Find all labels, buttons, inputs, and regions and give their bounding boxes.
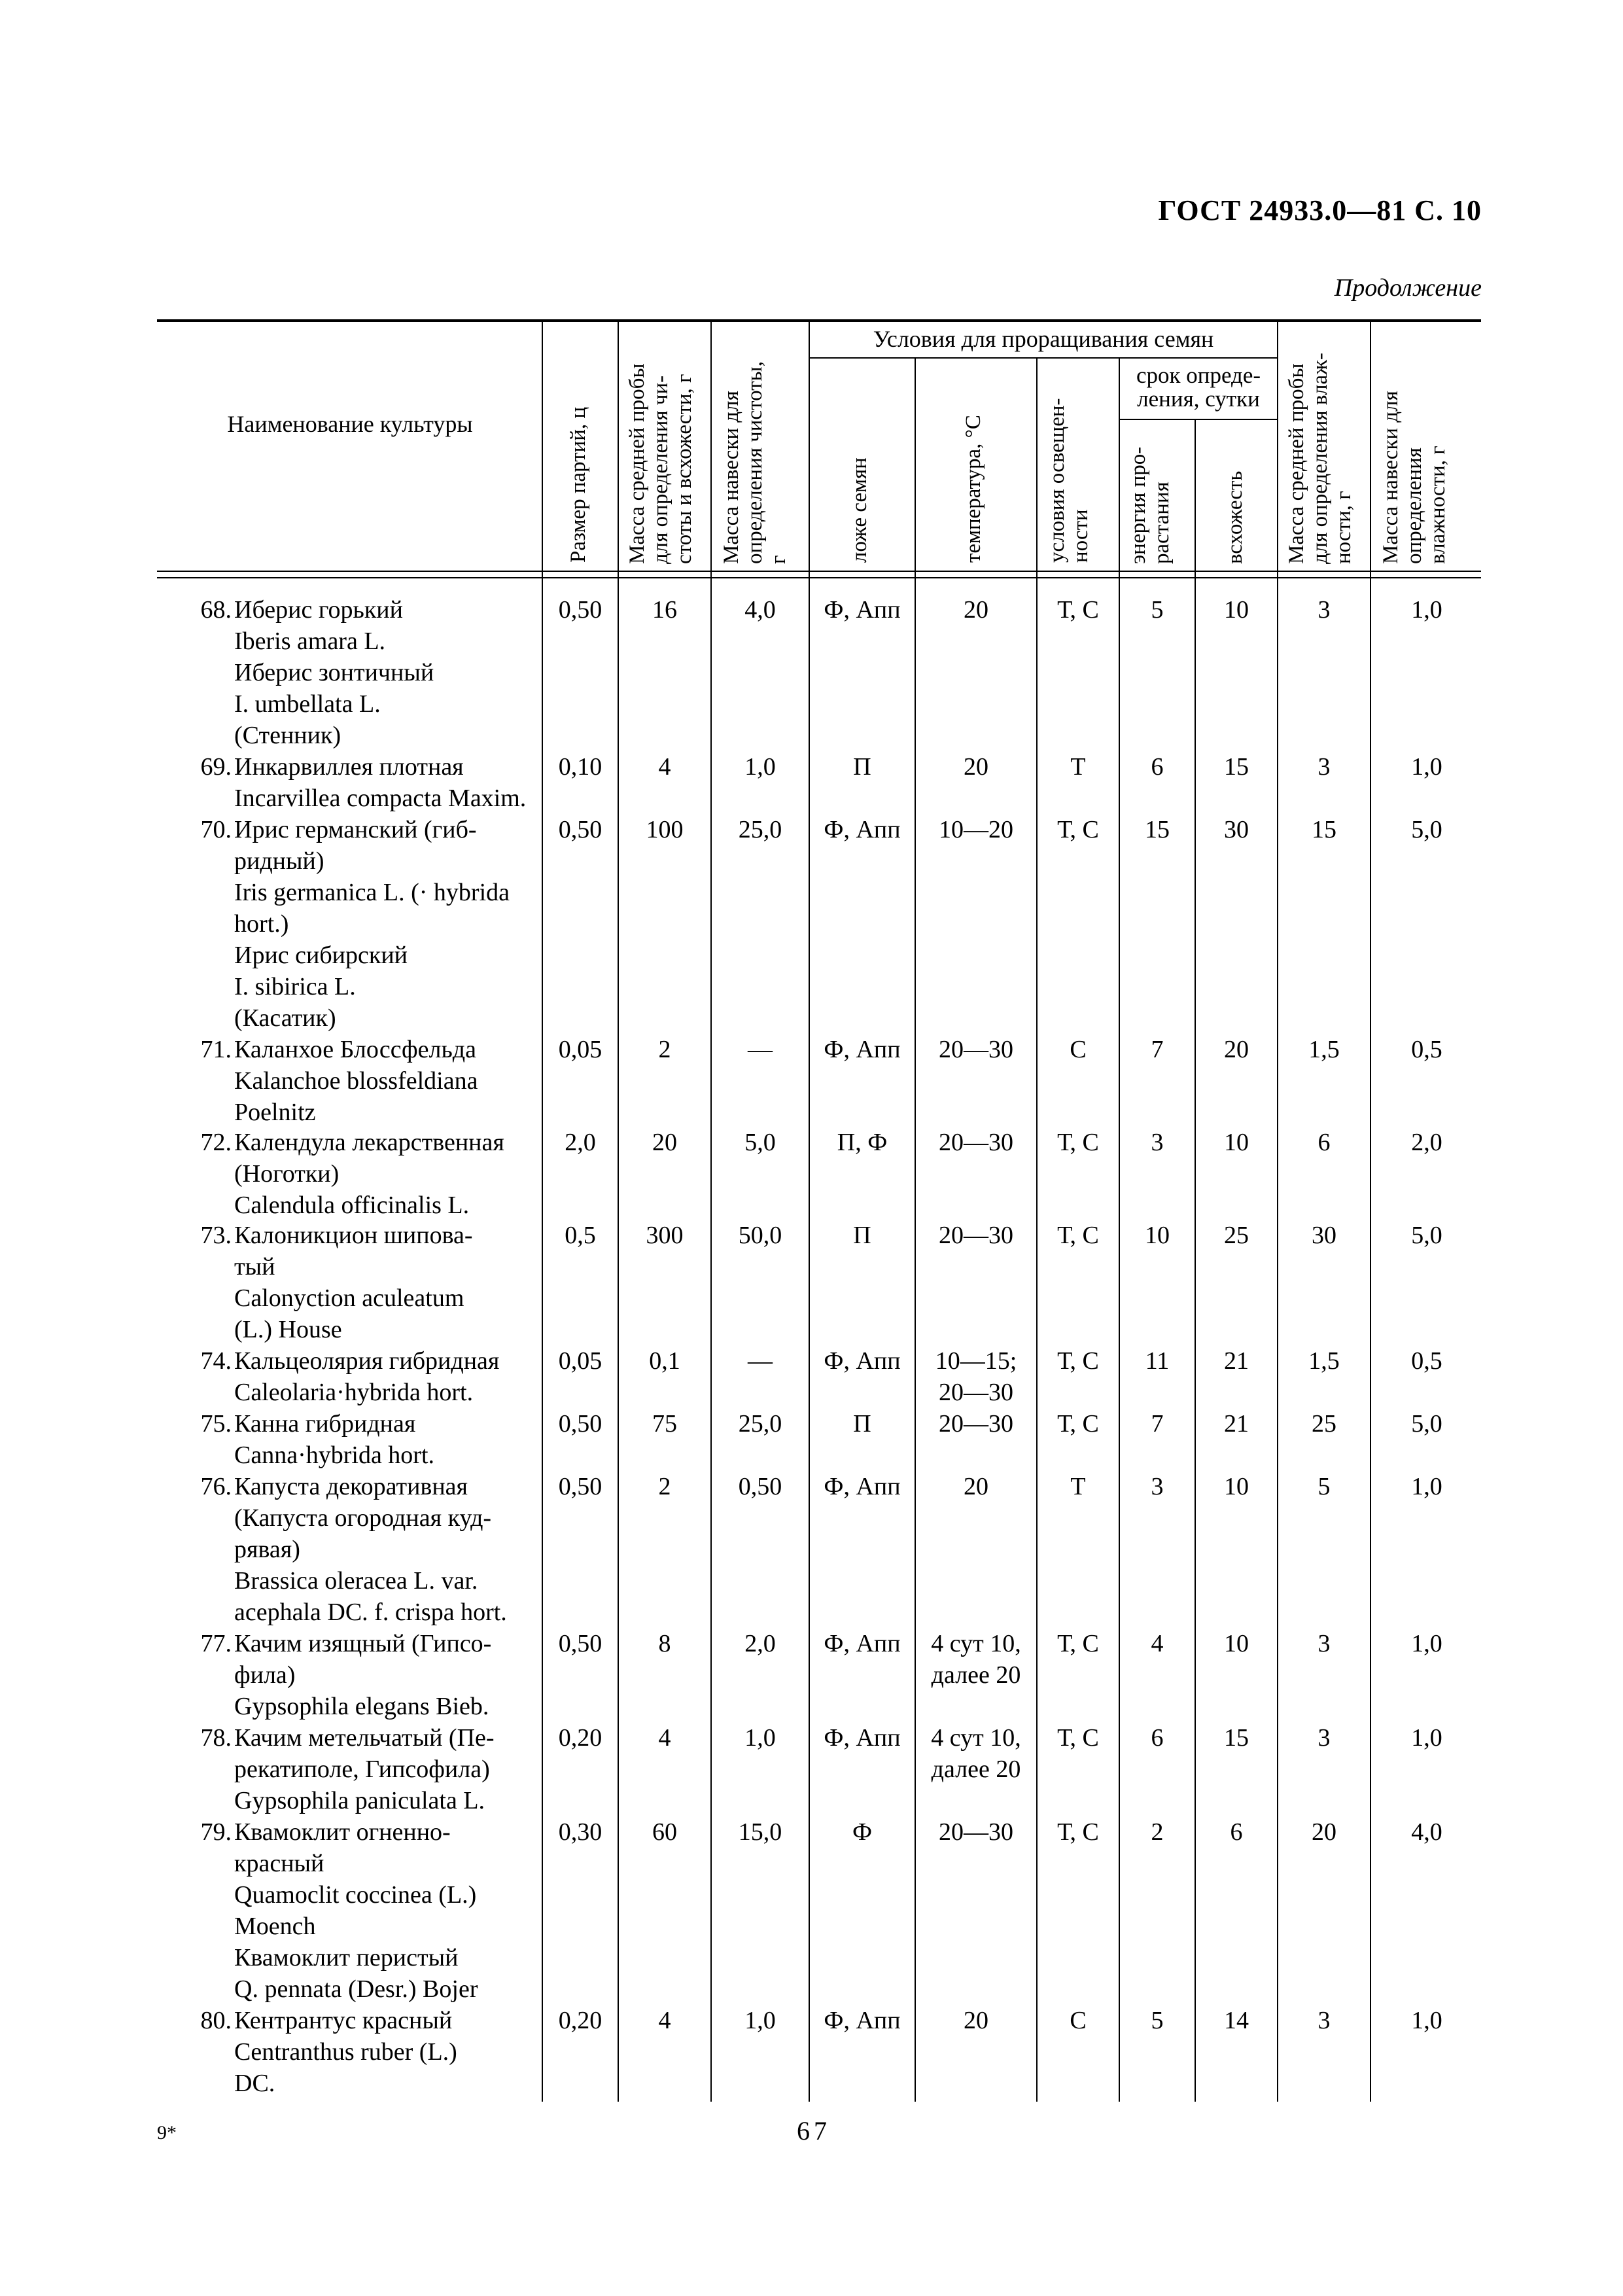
cell-mass-avg: 0,1	[649, 1347, 680, 1375]
footer-signature-mark: 9*	[157, 2122, 177, 2144]
cell-bed: Ф, Апп	[824, 1630, 901, 1657]
cell-temp: 20—30	[939, 1129, 1013, 1156]
row-number: 77.	[200, 1630, 232, 1657]
cell-mass-avg: 75	[652, 1410, 677, 1438]
cell-mass-avg: 100	[646, 816, 684, 843]
cell-energy: 7	[1151, 1036, 1164, 1063]
cell-mass-moist: 2,0	[1411, 1129, 1442, 1156]
cell-mass-purity: 50,0	[738, 1222, 782, 1249]
cell-germination: 6	[1230, 1818, 1243, 1846]
cell-germination: 20	[1224, 1036, 1249, 1063]
cell-bed: Ф, Апп	[824, 2007, 901, 2034]
cell-batch: 0,05	[558, 1036, 602, 1063]
crop-name: Калоникцион шипова- тый Calonyction aculeatum (L.) House	[234, 1222, 473, 1343]
cell-energy: 4	[1151, 1630, 1164, 1657]
crop-name: Календула лекарственная (Ноготки) Calendula officinalis L.	[234, 1129, 504, 1219]
cell-bed: П	[853, 1410, 871, 1438]
cell-bed: Ф, Апп	[824, 596, 901, 624]
cell-temp: 10—15; 20—30	[935, 1347, 1017, 1406]
cell-batch: 0,20	[558, 1724, 602, 1752]
crop-name: Квамоклит огненно- красный Quamoclit coccinea (L.) Moench Квамоклит перистый Q. pennata (Desr.) Bojer	[234, 1818, 478, 2003]
cell-batch: 0,10	[558, 753, 602, 781]
cell-energy: 6	[1151, 753, 1164, 781]
header-mass-purity: Масса навески для определения чистоты, г	[720, 361, 790, 564]
cell-light: С	[1070, 1036, 1087, 1063]
cell-energy: 11	[1145, 1347, 1170, 1375]
row-number: 68.	[200, 596, 232, 624]
cell-mass-moist-avg: 20	[1312, 1818, 1336, 1846]
cell-germination: 10	[1224, 596, 1249, 624]
header-period: срок опреде-ления, сутки	[1136, 362, 1261, 412]
cell-light: Т, С	[1057, 1630, 1099, 1657]
header-light: условия освещен-ности	[1045, 398, 1092, 563]
cell-mass-purity: 0,50	[738, 1473, 782, 1500]
row-number: 76.	[200, 1473, 232, 1500]
col-divider-9	[1277, 321, 1278, 2102]
cell-mass-purity: 5,0	[744, 1129, 776, 1156]
header-energy: энергия про-растания	[1126, 446, 1174, 564]
row-number: 70.	[200, 816, 232, 843]
header-mass-avg: Масса средней пробы для определения чи-стоты и всхожести, г	[625, 363, 696, 564]
cell-bed: Ф, Апп	[824, 1724, 901, 1752]
col-divider-4	[809, 321, 810, 2102]
cell-energy: 6	[1151, 1724, 1164, 1752]
cell-energy: 5	[1151, 2007, 1164, 2034]
cell-light: Т	[1070, 753, 1086, 781]
germ-group-underline	[809, 357, 1277, 359]
cell-mass-purity: 1,0	[744, 2007, 776, 2034]
header-bed: ложе семян	[848, 457, 871, 563]
crop-name: Каланхое Блоссфельда Kalanchoe blossfeldiana Poelnitz	[234, 1036, 478, 1126]
cell-mass-avg: 2	[658, 1036, 671, 1063]
header-germination-conditions: Условия для проращивания семян	[873, 326, 1214, 352]
cell-temp: 20	[964, 596, 988, 624]
header-germination: всхожесть	[1223, 470, 1247, 564]
row-number: 69.	[200, 753, 232, 781]
cell-mass-moist: 1,0	[1411, 753, 1442, 781]
cell-mass-moist-avg: 3	[1318, 596, 1331, 624]
cell-energy: 15	[1145, 816, 1170, 843]
header-name: Наименование культуры	[227, 411, 473, 437]
cell-mass-moist: 1,0	[1411, 2007, 1442, 2034]
crop-name: Ирис германский (гиб- ридный) Iris germanica L. (· hybrida hort.) Ирис сибирский I. sibirica L. (Касатик)	[234, 816, 510, 1032]
cell-bed: Ф, Апп	[824, 1347, 901, 1375]
cell-germination: 30	[1224, 816, 1249, 843]
cell-mass-avg: 300	[646, 1222, 684, 1249]
cell-germination: 21	[1224, 1410, 1249, 1438]
cell-germination: 10	[1224, 1630, 1249, 1657]
period-group-underline	[1119, 419, 1277, 420]
cell-mass-avg: 2	[658, 1473, 671, 1500]
cell-mass-avg: 8	[658, 1630, 671, 1657]
cell-mass-purity: —	[748, 1036, 773, 1063]
row-number: 73.	[200, 1222, 232, 1249]
cell-germination: 21	[1224, 1347, 1249, 1375]
cell-energy: 7	[1151, 1410, 1164, 1438]
cell-germination: 10	[1224, 1473, 1249, 1500]
cell-mass-moist: 1,0	[1411, 596, 1442, 624]
cell-mass-purity: 15,0	[738, 1818, 782, 1846]
cell-mass-moist-avg: 15	[1312, 816, 1336, 843]
cell-temp: 10—20	[939, 816, 1013, 843]
cell-temp: 20	[964, 753, 988, 781]
row-number: 80.	[200, 2007, 232, 2034]
cell-germination: 14	[1224, 2007, 1249, 2034]
cell-bed: П, Ф	[837, 1129, 888, 1156]
cell-mass-purity: 25,0	[738, 1410, 782, 1438]
cell-mass-avg: 60	[652, 1818, 677, 1846]
crop-name: Иберис горький Iberis amara L. Иберис зонтичный I. umbellata L. (Стенник)	[234, 596, 434, 749]
col-divider-5	[915, 359, 916, 2102]
cell-mass-avg: 4	[658, 753, 671, 781]
cell-mass-moist: 1,0	[1411, 1724, 1442, 1752]
page-number: 67	[797, 2116, 831, 2146]
row-number: 75.	[200, 1410, 232, 1438]
cell-temp: 20—30	[939, 1036, 1013, 1063]
col-divider-6	[1036, 359, 1038, 2102]
cell-temp: 20—30	[939, 1222, 1013, 1249]
cell-light: Т, С	[1057, 1818, 1099, 1846]
cell-batch: 0,50	[558, 1630, 602, 1657]
cell-batch: 0,5	[565, 1222, 596, 1249]
cell-mass-moist-avg: 6	[1318, 1129, 1331, 1156]
cell-mass-moist-avg: 3	[1318, 1630, 1331, 1657]
cell-mass-moist-avg: 1,5	[1308, 1036, 1340, 1063]
cell-batch: 0,50	[558, 816, 602, 843]
crop-name: Кальцеолярия гибридная Caleolaria·hybrida hort.	[234, 1347, 500, 1406]
cell-light: Т	[1070, 1473, 1086, 1500]
cell-mass-moist-avg: 3	[1318, 753, 1331, 781]
cell-batch: 0,50	[558, 1473, 602, 1500]
cell-temp: 4 сут 10, далее 20	[931, 1724, 1021, 1783]
cell-mass-moist-avg: 30	[1312, 1222, 1336, 1249]
crop-name: Капуста декоративная (Капуста огородная куд- рявая) Brassica oleracea L. var. acephala DC. f. crispa hort.	[234, 1473, 507, 1626]
row-number: 78.	[200, 1724, 232, 1752]
cell-mass-moist-avg: 3	[1318, 1724, 1331, 1752]
header-bottom-rule-1	[157, 571, 1481, 572]
col-divider-1	[542, 321, 543, 2102]
cell-mass-moist-avg: 5	[1318, 1473, 1331, 1500]
row-number: 74.	[200, 1347, 232, 1375]
cell-light: Т, С	[1057, 816, 1099, 843]
cell-light: Т, С	[1057, 1129, 1099, 1156]
cell-mass-purity: 2,0	[744, 1630, 776, 1657]
cell-bed: П	[853, 753, 871, 781]
cell-mass-purity: 25,0	[738, 816, 782, 843]
header-batch: Размер партий, ц	[567, 406, 590, 563]
cell-temp: 20—30	[939, 1410, 1013, 1438]
cell-light: Т, С	[1057, 596, 1099, 624]
cell-bed: Ф, Апп	[824, 1036, 901, 1063]
cell-temp: 20	[964, 1473, 988, 1500]
cell-mass-moist: 0,5	[1411, 1036, 1442, 1063]
cell-light: Т, С	[1057, 1347, 1099, 1375]
cell-mass-moist: 5,0	[1411, 816, 1442, 843]
cell-mass-moist: 1,0	[1411, 1473, 1442, 1500]
cell-batch: 0,20	[558, 2007, 602, 2034]
crop-name: Инкарвиллея плотная Incarvillea compacta Maxim.	[234, 753, 527, 812]
header-mass-moist-avg: Масса средней пробы для определения влаж-ности, г	[1285, 353, 1355, 564]
cell-light: Т, С	[1057, 1222, 1099, 1249]
crop-name: Качим изящный (Гипсо- фила) Gypsophila elegans Bieb.	[234, 1630, 492, 1720]
cell-germination: 10	[1224, 1129, 1249, 1156]
cell-bed: Ф	[852, 1818, 873, 1846]
cell-batch: 2,0	[565, 1129, 596, 1156]
cell-batch: 0,50	[558, 596, 602, 624]
header-bottom-rule-2	[157, 577, 1481, 578]
cell-energy: 2	[1151, 1818, 1164, 1846]
row-number: 72.	[200, 1129, 232, 1156]
cell-mass-purity: —	[748, 1347, 773, 1375]
cell-mass-purity: 1,0	[744, 753, 776, 781]
cell-bed: Ф, Апп	[824, 816, 901, 843]
cell-temp: 4 сут 10, далее 20	[931, 1630, 1021, 1689]
cell-mass-moist-avg: 25	[1312, 1410, 1336, 1438]
row-number: 79.	[200, 1818, 232, 1846]
cell-mass-avg: 16	[652, 596, 677, 624]
cell-temp: 20—30	[939, 1818, 1013, 1846]
document-title: ГОСТ 24933.0—81 С. 10	[1158, 194, 1482, 226]
cell-mass-moist: 4,0	[1411, 1818, 1442, 1846]
cell-mass-purity: 4,0	[744, 596, 776, 624]
cell-batch: 0,30	[558, 1818, 602, 1846]
cell-germination: 15	[1224, 753, 1249, 781]
cell-mass-avg: 4	[658, 1724, 671, 1752]
cell-mass-moist-avg: 3	[1318, 2007, 1331, 2034]
crop-name: Качим метельчатый (Пе- рекатиполе, Гипсофила) Gypsophila paniculata L.	[234, 1724, 495, 1814]
cell-batch: 0,05	[558, 1347, 602, 1375]
crop-name: Кентрантус красный Centranthus ruber (L.) DC.	[234, 2007, 457, 2097]
cell-temp: 20	[964, 2007, 988, 2034]
cell-mass-moist: 1,0	[1411, 1630, 1442, 1657]
cell-mass-avg: 4	[658, 2007, 671, 2034]
cell-energy: 10	[1145, 1222, 1170, 1249]
cell-light: Т, С	[1057, 1410, 1099, 1438]
cell-light: Т, С	[1057, 1724, 1099, 1752]
cell-germination: 25	[1224, 1222, 1249, 1249]
cell-mass-purity: 1,0	[744, 1724, 776, 1752]
col-divider-7	[1119, 359, 1120, 2102]
cell-bed: Ф, Апп	[824, 1473, 901, 1500]
crop-name: Канна гибридная Canna·hybrida hort.	[234, 1410, 435, 1469]
cell-mass-moist: 5,0	[1411, 1410, 1442, 1438]
col-divider-2	[618, 321, 619, 2102]
cell-mass-moist: 5,0	[1411, 1222, 1442, 1249]
cell-batch: 0,50	[558, 1410, 602, 1438]
cell-energy: 5	[1151, 596, 1164, 624]
table-top-border	[157, 319, 1481, 322]
header-temp: температура, °С	[962, 415, 985, 563]
col-divider-10	[1370, 321, 1371, 2102]
cell-energy: 3	[1151, 1129, 1164, 1156]
cell-mass-moist-avg: 1,5	[1308, 1347, 1340, 1375]
cell-mass-avg: 20	[652, 1129, 677, 1156]
header-mass-moist: Масса навески для определения влажности, г	[1379, 391, 1450, 564]
row-number: 71.	[200, 1036, 232, 1063]
cell-mass-moist: 0,5	[1411, 1347, 1442, 1375]
cell-germination: 15	[1224, 1724, 1249, 1752]
cell-bed: П	[853, 1222, 871, 1249]
col-divider-8	[1195, 420, 1196, 2102]
cell-light: С	[1070, 2007, 1087, 2034]
col-divider-3	[710, 321, 712, 2102]
continuation-label: Продолжение	[1334, 274, 1482, 302]
cell-energy: 3	[1151, 1473, 1164, 1500]
